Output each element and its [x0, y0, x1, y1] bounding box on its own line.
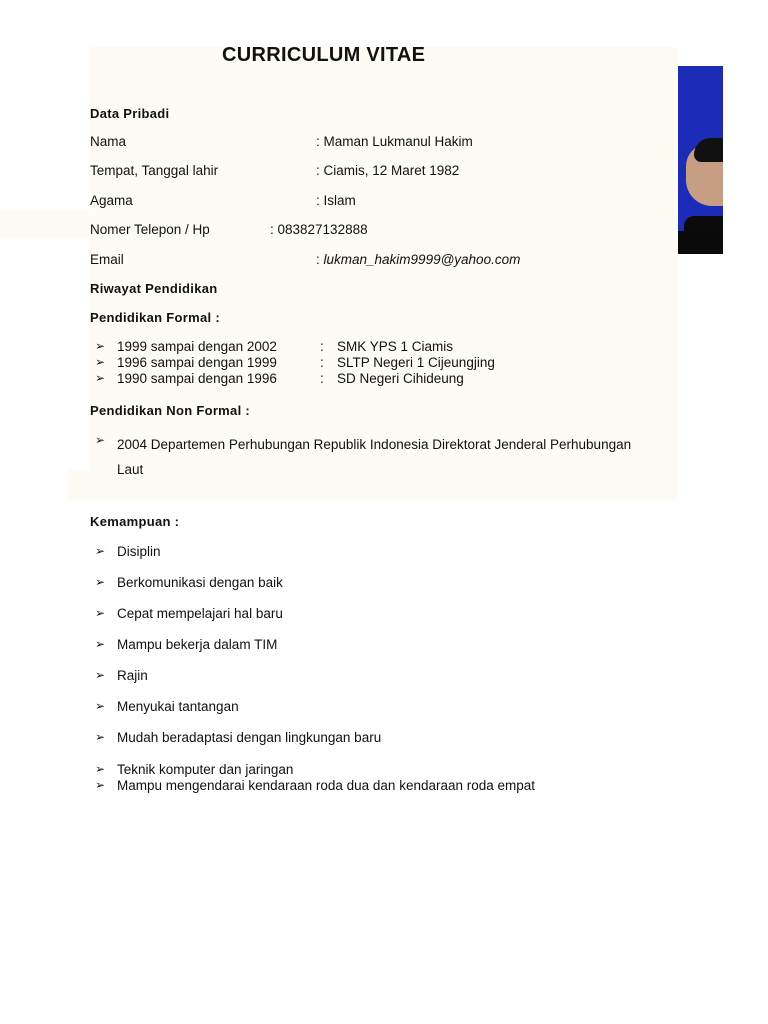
info-value: : 083827132888: [270, 222, 368, 237]
section-heading-data-pribadi: Data Pribadi: [90, 106, 170, 121]
skill-text: Mampu bekerja dalam TIM: [117, 637, 278, 652]
edu-school: SMK YPS 1 Ciamis: [337, 339, 454, 354]
arrow-bullet-icon: ➢: [95, 355, 106, 369]
info-value: : Ciamis, 12 Maret 1982: [316, 163, 460, 178]
edu-colon: :: [320, 339, 324, 354]
document-background-strip: [68, 470, 98, 500]
skill-text: Berkomunikasi dengan baik: [117, 575, 283, 590]
photo-hair: [694, 138, 723, 162]
arrow-bullet-icon: ➢: [95, 668, 106, 682]
edu-school: SLTP Negeri 1 Cijeungjing: [337, 355, 495, 370]
arrow-bullet-icon: ➢: [95, 433, 106, 447]
arrow-bullet-icon: ➢: [95, 606, 106, 620]
skill-text: Mampu mengendarai kendaraan roda dua dan kendaraan roda empat: [117, 778, 536, 793]
arrow-bullet-icon: ➢: [95, 575, 106, 589]
edu-period: 1999 sampai dengan 2002: [117, 339, 277, 354]
arrow-bullet-icon: ➢: [95, 339, 106, 353]
profile-photo: [678, 66, 723, 254]
info-value: [316, 252, 520, 267]
skill-text: Menyukai tantangan: [117, 699, 239, 714]
edu-period: 1990 sampai dengan 1996: [117, 371, 277, 386]
email-prefix: :: [316, 252, 324, 267]
edu-colon: :: [320, 355, 324, 370]
info-label: Email: [90, 252, 124, 267]
photo-shirt: [678, 231, 723, 254]
arrow-bullet-icon: ➢: [95, 371, 106, 385]
info-value: : Maman Lukmanul Hakim: [316, 134, 473, 149]
edu-school: SD Negeri Cihideung: [337, 371, 464, 386]
skill-text: Rajin: [117, 668, 148, 683]
nonformal-text: 2004 Departemen Perhubungan Republik Indonesia Direktorat Jenderal Perhubungan Laut: [117, 437, 632, 477]
info-label: Nomer Telepon / Hp: [90, 222, 210, 237]
arrow-bullet-icon: ➢: [95, 544, 106, 558]
subheading-pendidikan-non-formal: Pendidikan Non Formal :: [90, 403, 251, 418]
info-label: Agama: [90, 193, 133, 208]
email-link[interactable]: lukman_hakim9999@yahoo.com: [323, 252, 521, 267]
document-background-strip: [0, 210, 90, 238]
section-heading-riwayat-pendidikan: Riwayat Pendidikan: [90, 281, 218, 296]
section-heading-kemampuan: Kemampuan :: [90, 514, 180, 529]
edu-colon: :: [320, 371, 324, 386]
edu-period: 1996 sampai dengan 1999: [117, 355, 277, 370]
skill-text: Teknik komputer dan jaringan: [117, 762, 294, 777]
info-label: Nama: [90, 134, 127, 149]
subheading-pendidikan-formal: Pendidikan Formal :: [90, 310, 220, 325]
arrow-bullet-icon: ➢: [95, 637, 106, 651]
info-value: : Islam: [316, 193, 356, 208]
skill-text: Mudah beradaptasi dengan lingkungan baru: [117, 730, 382, 745]
info-label: Tempat, Tanggal lahir: [90, 163, 219, 178]
arrow-bullet-icon: ➢: [95, 730, 106, 744]
arrow-bullet-icon: ➢: [95, 699, 106, 713]
skill-text: Disiplin: [117, 544, 161, 559]
skill-text: Cepat mempelajari hal baru: [117, 606, 283, 621]
arrow-bullet-icon: ➢: [95, 762, 106, 776]
arrow-bullet-icon: ➢: [95, 778, 106, 792]
page-title: CURRICULUM VITAE: [222, 44, 426, 66]
